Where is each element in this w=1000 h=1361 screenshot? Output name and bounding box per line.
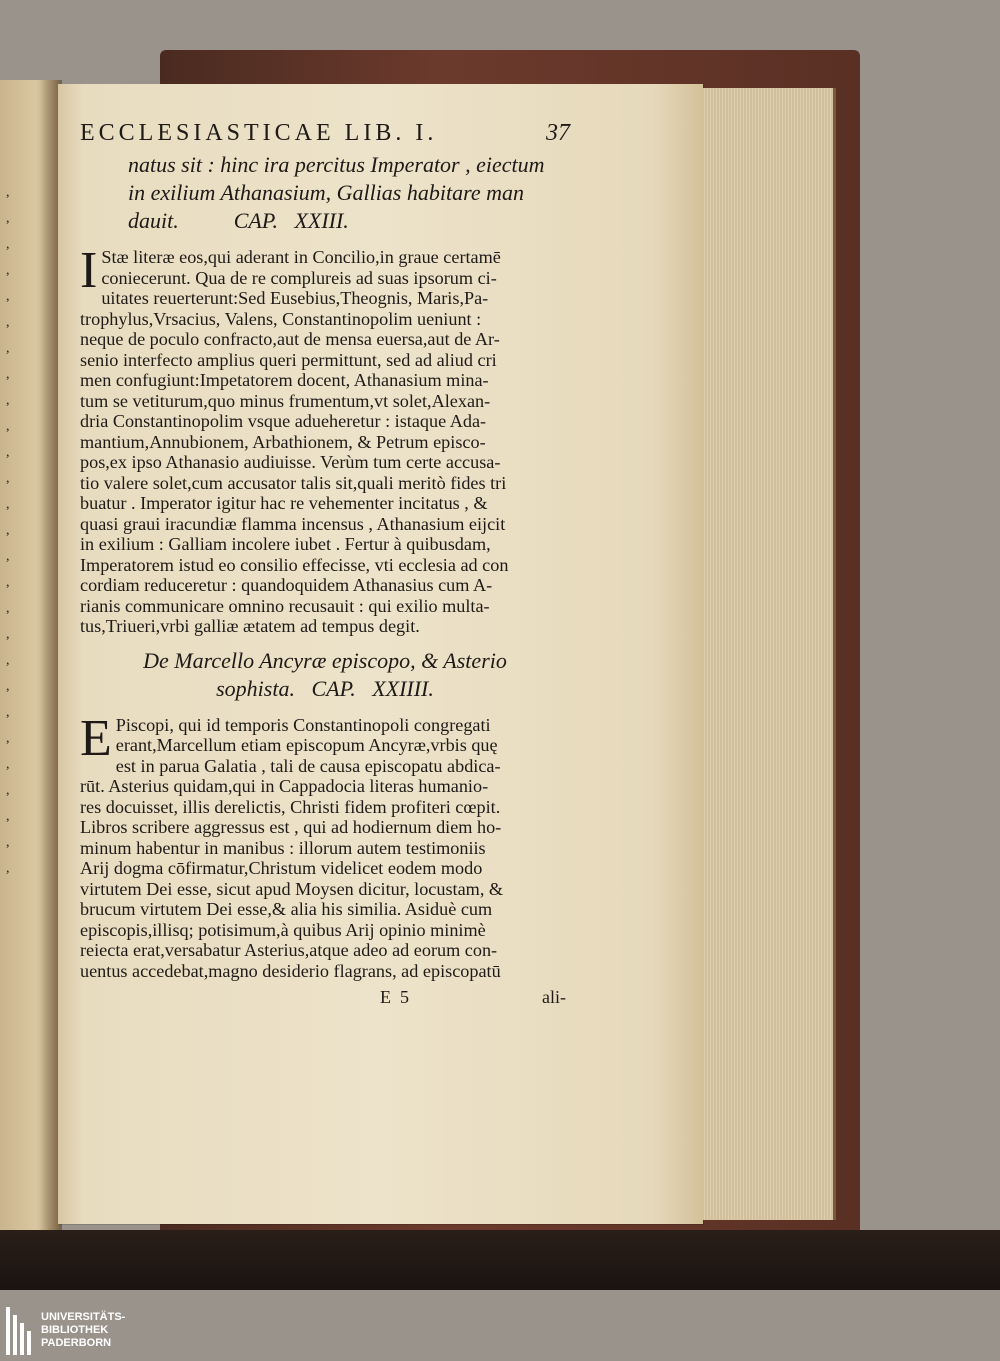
text-line: senio interfecto amplius queri permittunt, sed ad aliud cri <box>80 349 497 370</box>
logo-line: UNIVERSITÄTS- <box>41 1311 126 1323</box>
text-line: quasi graui iracundiæ flamma incensus , Athanasium eijcit <box>80 513 506 534</box>
text-line: tum se vetiturum,quo minus frumentum,vt solet,Alexan- <box>80 390 491 411</box>
logo-line: BIBLIOTHEK <box>41 1324 109 1336</box>
heading-line: dauit. CAP. XXIII. <box>128 208 349 233</box>
text-line: pos,ex ipso Athanasio audiuisse. Verùm tum certe accusa- <box>80 452 501 472</box>
text-line: minum habentur in manibus : illorum autem testimoniis <box>80 837 486 858</box>
heading-line: in exilium Athanasium, Gallias habitare man <box>128 180 524 205</box>
text-line: res docuisset, illis derelictis, Christi fidem profiteri cœpit. <box>80 796 501 817</box>
text-line: Imperatorem istud eo consilio effecisse, vti ecclesia ad con <box>80 554 509 575</box>
text-line: Stæ literæ eos,qui aderant in Concilio,in graue certamē <box>101 247 501 267</box>
chapter-24-heading <box>80 647 570 703</box>
chapter-23-heading <box>80 151 570 235</box>
text-line: uentus accedebat,magno desiderio flagrans, ad episcopatū <box>80 960 501 981</box>
text-line: Libros scribere aggressus est , qui ad hodiernum diem ho- <box>80 817 502 837</box>
chapter-24-body <box>80 709 570 982</box>
text-line: est in parua Galatia , tali de causa episcopatu abdica- <box>115 755 501 776</box>
drop-cap: E <box>80 709 112 767</box>
text-line: rūt. Asterius quidam,qui in Cappadocia literas humanio- <box>80 776 489 796</box>
text-line: Arij dogma cōfirmatur,Christum videlicet eodem modo <box>80 858 483 878</box>
text-line: dria Constantinopolim vsque adueheretur : istaque Ada- <box>80 411 487 431</box>
text-line: cordiam reduceretur : quandoquidem Athanasius cum A- <box>80 575 493 595</box>
text-line: tio valere solet,cum accusator talis sit,quali meritò fides tri <box>80 472 507 493</box>
running-header <box>80 120 570 147</box>
text-line: in exilium : Galliam incolere iubet . Fertur à quibusdam, <box>80 534 491 554</box>
signature-mark: E 5 <box>380 987 409 1007</box>
logo-line: PADERBORN <box>41 1337 112 1349</box>
text-line: men confugiunt:Impetatorem docent, Athanasium mina- <box>80 370 489 390</box>
library-logo-text <box>41 1311 125 1350</box>
heading-line: natus sit : hinc ira percitus Imperator , eiectum <box>128 152 545 177</box>
folio-number: 37 <box>546 120 570 146</box>
text-line: trophylus,Vrsacius, Valens, Constantinopolim ueniunt : <box>80 308 482 329</box>
catchword: ali- <box>542 987 566 1007</box>
text-line: neque de poculo confracto,aut de mensa euersa,aut de Ar- <box>80 329 500 349</box>
text-line: tus,Triueri,vrbi galliæ ætatem ad tempus degit. <box>80 616 420 636</box>
library-logo-icon <box>6 1307 31 1355</box>
text-line: buatur . Imperator igitur hac re vehementer incitatus , & <box>80 493 488 513</box>
text-line: episcopis,illisq; potisimum,à quibus Arij opinio minimè <box>80 919 486 940</box>
book-bottom-shadow <box>0 1230 1000 1290</box>
drop-cap: I <box>80 242 98 299</box>
text-line: brucum virtutem Dei esse,& alia his similia. Asiduè cum <box>80 899 493 919</box>
text-line: mantium,Annubionem, Arbathionem, & Petrum episco- <box>80 431 486 452</box>
heading-line: sophista. CAP. XXIIII. <box>216 675 434 701</box>
chapter-23-body <box>80 242 570 637</box>
text-line: reiecta erat,versabatur Asterius,atque adeo ad eorum con- <box>80 940 498 960</box>
heading-line: De Marcello Ancyræ episcopo, & Asterio <box>143 647 507 673</box>
running-title: ECCLESIASTICAE LIB. I. <box>80 120 438 146</box>
text-line: Piscopi, qui id temporis Constantinopoli congregati <box>115 714 491 735</box>
library-logo <box>0 1300 206 1361</box>
page-fore-edge <box>703 88 836 1220</box>
text-line: erant,Marcellum etiam episcopum Ancyræ,vrbis quę <box>115 735 498 755</box>
text-line: coniecerunt. Qua de re complureis ad suas ipsorum ci- <box>101 267 497 288</box>
text-line: uitates reuerterunt:Sed Eusebius,Theognis, Maris,Pa- <box>101 288 489 308</box>
text-line: virtutem Dei esse, sicut apud Moysen dicitur, locustam, & <box>80 878 504 899</box>
left-page-margin-marks: , , , , , , , , , , , , , , , , , , , , , , , , , , , <box>6 185 10 876</box>
page-footer <box>80 981 570 1008</box>
page-text-block <box>80 120 570 1008</box>
text-line: rianis communicare omnino recusauit : qui exilio multa- <box>80 595 490 616</box>
